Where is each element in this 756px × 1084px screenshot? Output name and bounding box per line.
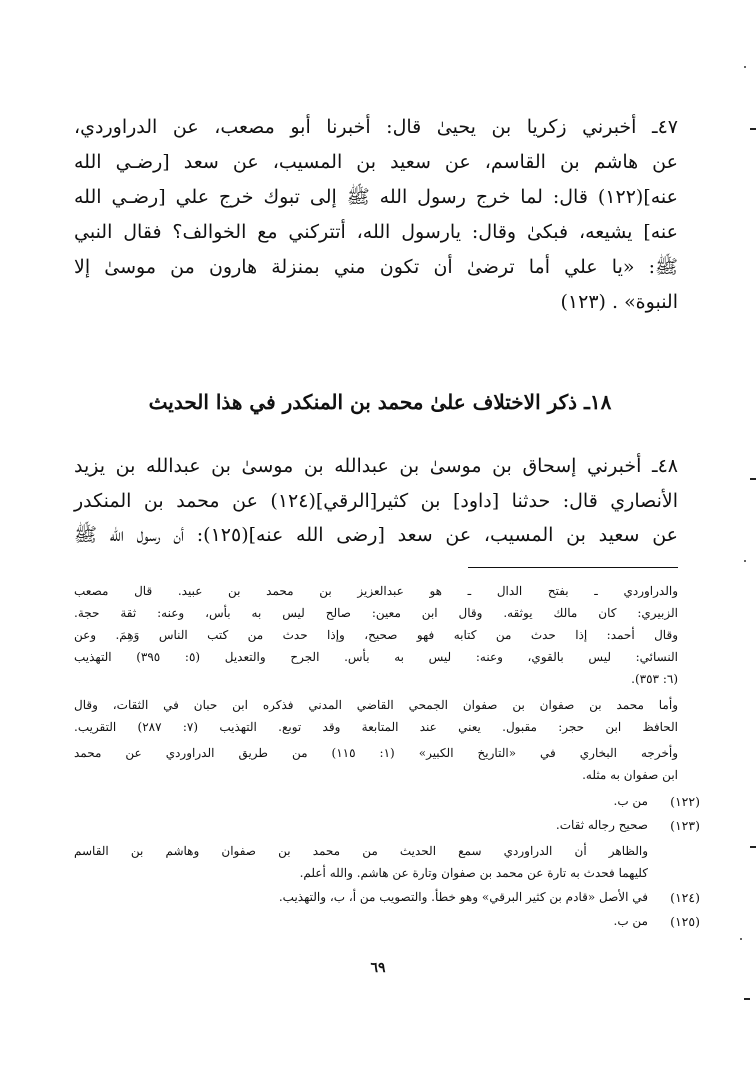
footnote-line: وأما محمد بن صفوان بن صفوان الجمحي القاضي المدني فذكره ابن حبان في الثقات، وقال: [74, 698, 678, 712]
footnote-text: والظاهر أن الدراوردي سمع الحديث من محمد بن صفوان وهاشم بن القاسم: [74, 844, 648, 858]
scan-edge-mark: [750, 128, 756, 130]
footnote-text: من ب.: [613, 914, 648, 928]
hadith-47-line: ٤٧ـ أخبرني زكريا بن يحيىٰ قال: أخبرنا أبو مصعب، عن الدراوردي،: [74, 116, 678, 138]
footnote-line: الزبيري: كان مالك يوثقه. وقال ابن معين: صالح ليس به بأس، وعنه: ثقة حجة.: [74, 606, 678, 620]
footnote-line: والدراوردي ـ بفتح الدال ـ هو عبدالعزيز بن محمد بن عبيد. قال مصعب: [74, 584, 678, 598]
scan-edge-dot: [744, 66, 746, 68]
footnote-line: الحافظ ابن حجر: مقبول. يعني عند المتابعة وقد توبع. التهذيب (٧: ٢٨٧) التقريب.: [74, 720, 678, 734]
footnote-line: وأخرجه البخاري في «التاريخ الكبير» (١: ١١٥) من طريق الدراوردي عن محمد: [74, 746, 678, 760]
scan-edge-mark: [744, 998, 750, 1000]
footnote-separator: [468, 567, 678, 568]
hadith-48-line: ٤٨ـ أخبرني إسحاق بن موسىٰ بن عبدالله بن موسىٰ بن عبدالله بن يزيد: [74, 455, 678, 477]
footnote-text: في الأصل «قادم بن كثير البرقي» وهو خطأ. والتصويب من أ، ب، والتهذيب.: [278, 890, 648, 904]
footnote-line: وقال أحمد: إذا حدث من كتابه فهو صحيح، وإذا حدث من كتب الناس وَهِمَ. وعن: [74, 628, 678, 642]
scan-edge-mark: [750, 478, 756, 480]
hadith-47-line: عنه] يشيعه، فبكىٰ وقال: يارسول الله، أتتركني مع الخوالف؟ فقال النبي: [74, 221, 678, 243]
footnote-text: من ب.: [613, 794, 648, 808]
footnote-text: كليهما فحدث به تارة عن محمد بن صفوان وتارة عن هاشم. والله أعلم.: [299, 866, 648, 880]
footnote-number: (١٢٢): [670, 794, 700, 809]
footnote-number: (١٢٤): [670, 890, 700, 905]
footnote-number: (١٢٣): [670, 818, 700, 833]
hadith-47-line: النبوة» . (١٢٣): [560, 291, 678, 313]
hadith-47-line: عنه](١٢٢) قال: لما خرج رسول الله ﷺ إلى تبوك خرج علي [رضـي الله: [74, 186, 678, 208]
hadith-47-line: عن هاشم بن القاسم، عن سعيد بن المسيب، عن سعد [رضـي الله: [74, 151, 678, 173]
hadith-48-line: الأنصاري قال: حدثنا [داود] بن كثير[الرقي](١٢٤) عن محمد بن المنكدر: [74, 490, 678, 512]
scan-edge-mark: [750, 846, 756, 848]
page-number: ٦٩: [370, 960, 386, 976]
footnote-line: النسائي: ليس بالقوي، وعنه: ليس به بأس. الجرح والتعديل (٥: ٣٩٥) التهذيب: [74, 650, 678, 664]
footnote-line: ابن صفوان به مثله.: [582, 768, 678, 782]
hadith-48-line: عن سعيد بن المسيب، عن سعد [رضى الله عنه](١٢٥): أن رسول الله ﷺ: [74, 524, 678, 546]
footnote-text: صحيح رجاله ثقات.: [555, 818, 648, 832]
scan-edge-dot: [740, 938, 742, 940]
hadith-47-line: ﷺ: «يا علي أما ترضىٰ أن تكون مني بمنزلة هارون من موسىٰ إلا: [74, 256, 678, 278]
footnote-number: (١٢٥): [670, 914, 700, 929]
scan-edge-dot: [744, 560, 746, 562]
footnote-line: (٦: ٣٥٣).: [631, 672, 678, 686]
section-heading: ١٨ـ ذكر الاختلاف علىٰ محمد بن المنكدر في هذا الحديث: [148, 390, 612, 414]
